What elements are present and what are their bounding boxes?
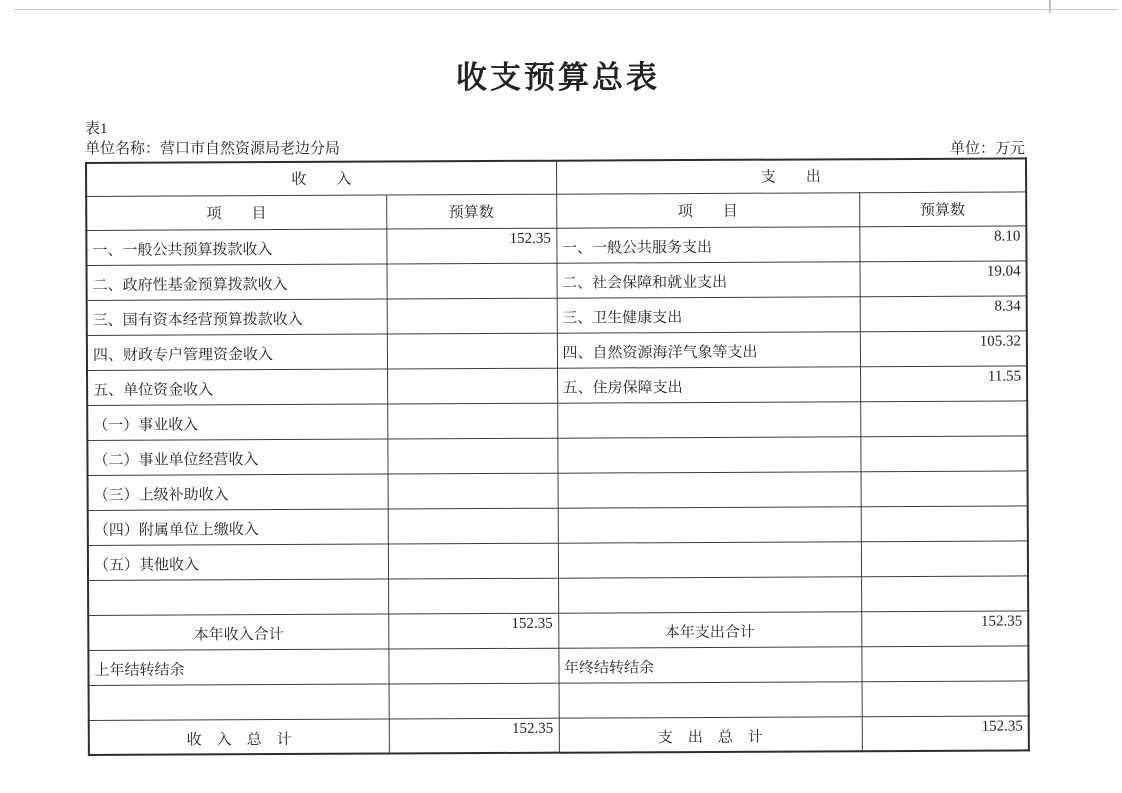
- income-item-cell: 上年结转结余: [88, 649, 388, 685]
- expense-item-cell: [558, 541, 861, 577]
- group-header-row: [86, 158, 1026, 196]
- expense-budget-cell: [861, 470, 1028, 506]
- expense-item-col-header: 项 目: [556, 192, 859, 227]
- expense-budget-cell: 152.35: [862, 715, 1029, 751]
- table-row: [88, 540, 1028, 580]
- income-item-cell: 二、政府性基金预算拨款收入: [87, 264, 387, 300]
- expense-item-cell: 四、自然资源海洋气象等支出: [557, 331, 860, 367]
- expense-item-cell: [558, 471, 861, 507]
- expense-item-cell: [558, 576, 861, 612]
- income-item-cell: 一、一般公共预算拨款收入: [86, 229, 386, 265]
- expense-budget-cell: 19.04: [860, 260, 1027, 296]
- income-budget-cell: [387, 403, 557, 439]
- table-row: [88, 505, 1028, 545]
- expense-budget-cell: 152.35: [861, 610, 1028, 646]
- expense-item-cell: 三、卫生健康支出: [557, 296, 860, 332]
- expense-item-cell: 五、住房保障支出: [557, 366, 860, 402]
- grand-total-row: [89, 715, 1029, 755]
- income-budget-cell: [388, 473, 558, 509]
- expense-item-cell: [559, 681, 862, 717]
- unit-measure-label: 单位：万元: [949, 141, 1025, 157]
- expense-budget-cell: [861, 540, 1028, 576]
- unit-name-label: 单位名称：营口市自然资源局老边分局: [85, 141, 341, 157]
- table-row: [87, 435, 1027, 475]
- table-row: [88, 645, 1028, 685]
- income-budget-cell: [388, 648, 558, 684]
- table-row: [87, 365, 1027, 405]
- expense-item-cell: [557, 401, 860, 437]
- income-budget-cell: [387, 298, 557, 334]
- budget-table-wrap: [85, 157, 1030, 756]
- expense-budget-cell: [860, 400, 1027, 436]
- income-budget-cell: [388, 508, 558, 544]
- income-item-cell: [88, 579, 388, 615]
- income-budget-cell: [386, 263, 556, 299]
- income-budget-col-header: 预算数: [386, 194, 556, 229]
- scan-tick-artifact: [1049, 0, 1051, 13]
- income-budget-cell: 152.35: [389, 718, 559, 754]
- income-item-cell: （四）附属单位上缴收入: [88, 509, 388, 545]
- table-row: [86, 225, 1026, 265]
- expense-budget-cell: 11.55: [860, 365, 1027, 401]
- income-item-cell: [89, 684, 389, 720]
- table-row: [87, 330, 1027, 370]
- income-group-header: 收 入: [86, 161, 556, 196]
- income-item-cell: 收 入 总 计: [89, 719, 389, 755]
- expense-item-cell: 支 出 总 计: [559, 716, 862, 752]
- table-row: [88, 470, 1028, 510]
- expense-budget-cell: [862, 680, 1029, 716]
- income-item-cell: （一）事业收入: [87, 404, 387, 440]
- table-row: [87, 295, 1027, 335]
- income-budget-cell: 152.35: [386, 228, 556, 264]
- expense-budget-col-header: 预算数: [859, 191, 1026, 226]
- income-budget-cell: [387, 438, 557, 474]
- income-budget-cell: 152.35: [388, 613, 558, 649]
- expense-group-header: 支 出: [556, 158, 1026, 193]
- column-header-row: [86, 191, 1026, 230]
- table-number-label: 表1: [85, 121, 108, 137]
- income-item-cell: 本年收入合计: [88, 614, 388, 650]
- income-budget-cell: [387, 333, 557, 369]
- table-row: [89, 680, 1029, 720]
- subtotal-row: [88, 610, 1028, 650]
- income-budget-cell: [388, 578, 558, 614]
- income-item-col-header: 项 目: [86, 195, 386, 230]
- income-item-cell: 四、财政专户管理资金收入: [87, 334, 387, 370]
- expense-budget-cell: 8.10: [859, 225, 1026, 261]
- expense-item-cell: [558, 506, 861, 542]
- expense-item-cell: 本年支出合计: [558, 611, 861, 647]
- scan-edge-artifact: [14, 9, 1118, 10]
- table-row: [87, 400, 1027, 440]
- table-row: [87, 260, 1027, 300]
- income-item-cell: 五、单位资金收入: [87, 369, 387, 405]
- table-row: [88, 575, 1028, 615]
- expense-budget-cell: 8.34: [860, 295, 1027, 331]
- expense-budget-cell: [860, 435, 1027, 471]
- expense-item-cell: 二、社会保障和就业支出: [557, 261, 860, 297]
- budget-table: [85, 157, 1030, 756]
- expense-budget-cell: [861, 505, 1028, 541]
- expense-item-cell: 年终结转结余: [558, 646, 861, 682]
- income-item-cell: 三、国有资本经营预算拨款收入: [87, 299, 387, 335]
- expense-item-cell: 一、一般公共服务支出: [556, 226, 859, 262]
- meta-line: [85, 137, 1025, 158]
- income-budget-cell: [387, 368, 557, 404]
- expense-budget-cell: [861, 575, 1028, 611]
- income-budget-cell: [388, 543, 558, 579]
- page-title: 收支预算总表: [456, 60, 660, 95]
- income-item-cell: （三）上级补助收入: [88, 474, 388, 510]
- expense-budget-cell: 105.32: [860, 330, 1027, 366]
- expense-budget-cell: [861, 645, 1028, 681]
- income-budget-cell: [389, 683, 559, 719]
- income-item-cell: （五）其他收入: [88, 544, 388, 580]
- expense-item-cell: [557, 436, 860, 472]
- income-item-cell: （二）事业单位经营收入: [87, 439, 387, 475]
